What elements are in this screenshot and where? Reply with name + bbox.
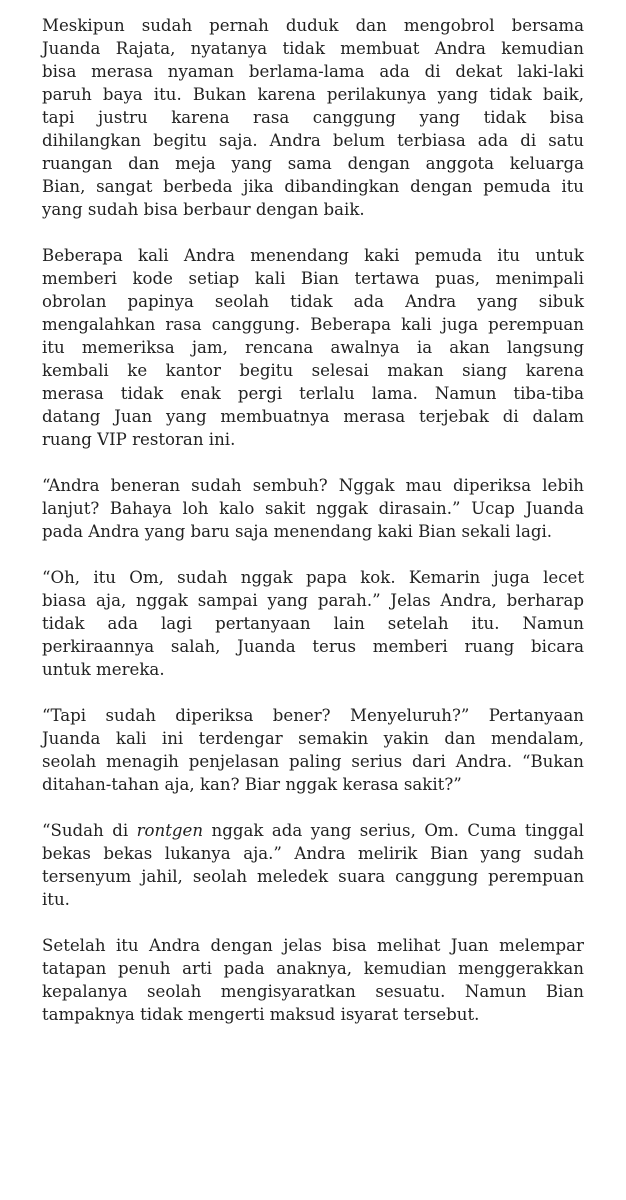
text-line: biasa aja, nggak sampai yang parah.” Jelas Andra, berharap — [42, 591, 584, 610]
text-line: bisa merasa nyaman berlama-lama ada di dekat laki-laki — [42, 62, 584, 81]
text-line: Setelah itu Andra dengan jelas bisa melihat Juan melempar — [42, 936, 584, 955]
text-line: tatapan penuh arti pada anaknya, kemudian menggerakkan — [42, 959, 584, 978]
text-line: perkiraannya salah, Juanda terus memberi ruang bicara — [42, 637, 584, 656]
text-line: mengalahkan rasa canggung. Beberapa kali juga perempuan — [42, 315, 584, 334]
text-line: datang Juan yang membuatnya merasa terjebak di dalam — [42, 407, 584, 426]
text-fragment: nggak ada yang serius, Om. Cuma tinggal — [203, 821, 584, 840]
text-line: merasa tidak enak pergi terlalu lama. Namun tiba-tiba — [42, 384, 584, 403]
text-line: Juanda Rajata, nyatanya tidak membuat Andra kemudian — [42, 39, 584, 58]
italic-term: rontgen — [136, 821, 204, 840]
text-line: Bian, sangat berbeda jika dibandingkan dengan pemuda itu — [42, 177, 584, 196]
text-line: “Oh, itu Om, sudah nggak papa kok. Kemarin juga lecet — [42, 568, 584, 587]
text-line: tidak ada lagi pertanyaan lain setelah itu. Namun — [42, 614, 584, 633]
text-line: ditahan-tahan aja, kan? Biar nggak kerasa sakit?” — [42, 775, 462, 794]
paragraph-1 — [42, 14, 584, 221]
text-line: ruang VIP restoran ini. — [42, 430, 236, 449]
text-line: Juanda kali ini terdengar semakin yakin dan mendalam, — [42, 729, 584, 748]
text-line: tersenyum jahil, seolah meledek suara canggung perempuan — [42, 867, 584, 886]
paragraph-4 — [42, 566, 584, 681]
text-line: Beberapa kali Andra menendang kaki pemuda itu untuk — [42, 246, 584, 265]
text-line: tapi justru karena rasa canggung yang tidak bisa — [42, 108, 584, 127]
text-line: tampaknya tidak mengerti maksud isyarat tersebut. — [42, 1005, 480, 1024]
text-line: untuk mereka. — [42, 660, 165, 679]
text-line: itu. — [42, 890, 70, 909]
text-line: seolah menagih penjelasan paling serius dari Andra. “Bukan — [42, 752, 584, 771]
text-line: memberi kode setiap kali Bian tertawa puas, menimpali — [42, 269, 584, 288]
text-line: “Andra beneran sudah sembuh? Nggak mau diperiksa lebih — [42, 476, 584, 495]
text-line: obrolan papinya seolah tidak ada Andra yang sibuk — [42, 292, 584, 311]
story-page — [42, 14, 584, 1049]
text-line: yang sudah bisa berbaur dengan baik. — [42, 200, 365, 219]
text-line: kembali ke kantor begitu selesai makan siang karena — [42, 361, 584, 380]
text-line: pada Andra yang baru saja menendang kaki Bian sekali lagi. — [42, 522, 553, 541]
text-line: Meskipun sudah pernah duduk dan mengobrol bersama — [42, 16, 584, 35]
text-line: paruh baya itu. Bukan karena perilakunya yang tidak baik, — [42, 85, 584, 104]
text-line: itu memeriksa jam, rencana awalnya ia akan langsung — [42, 338, 584, 357]
paragraph-5 — [42, 704, 584, 796]
text-line: bekas bekas lukanya aja.” Andra melirik Bian yang sudah — [42, 844, 584, 863]
text-line: ruangan dan meja yang sama dengan anggota keluarga — [42, 154, 584, 173]
paragraph-3 — [42, 474, 584, 543]
text-line: kepalanya seolah mengisyaratkan sesuatu. Namun Bian — [42, 982, 584, 1001]
paragraph-7 — [42, 934, 584, 1026]
paragraph-6 — [42, 819, 584, 911]
text-line: “Tapi sudah diperiksa bener? Menyeluruh?” Pertanyaan — [42, 706, 584, 725]
text-fragment: “Sudah di — [42, 821, 137, 840]
text-line: dihilangkan begitu saja. Andra belum terbiasa ada di satu — [42, 131, 584, 150]
text-line — [42, 819, 584, 842]
text-line: lanjut? Bahaya loh kalo sakit nggak dirasain.” Ucap Juanda — [42, 499, 584, 518]
paragraph-2 — [42, 244, 584, 451]
